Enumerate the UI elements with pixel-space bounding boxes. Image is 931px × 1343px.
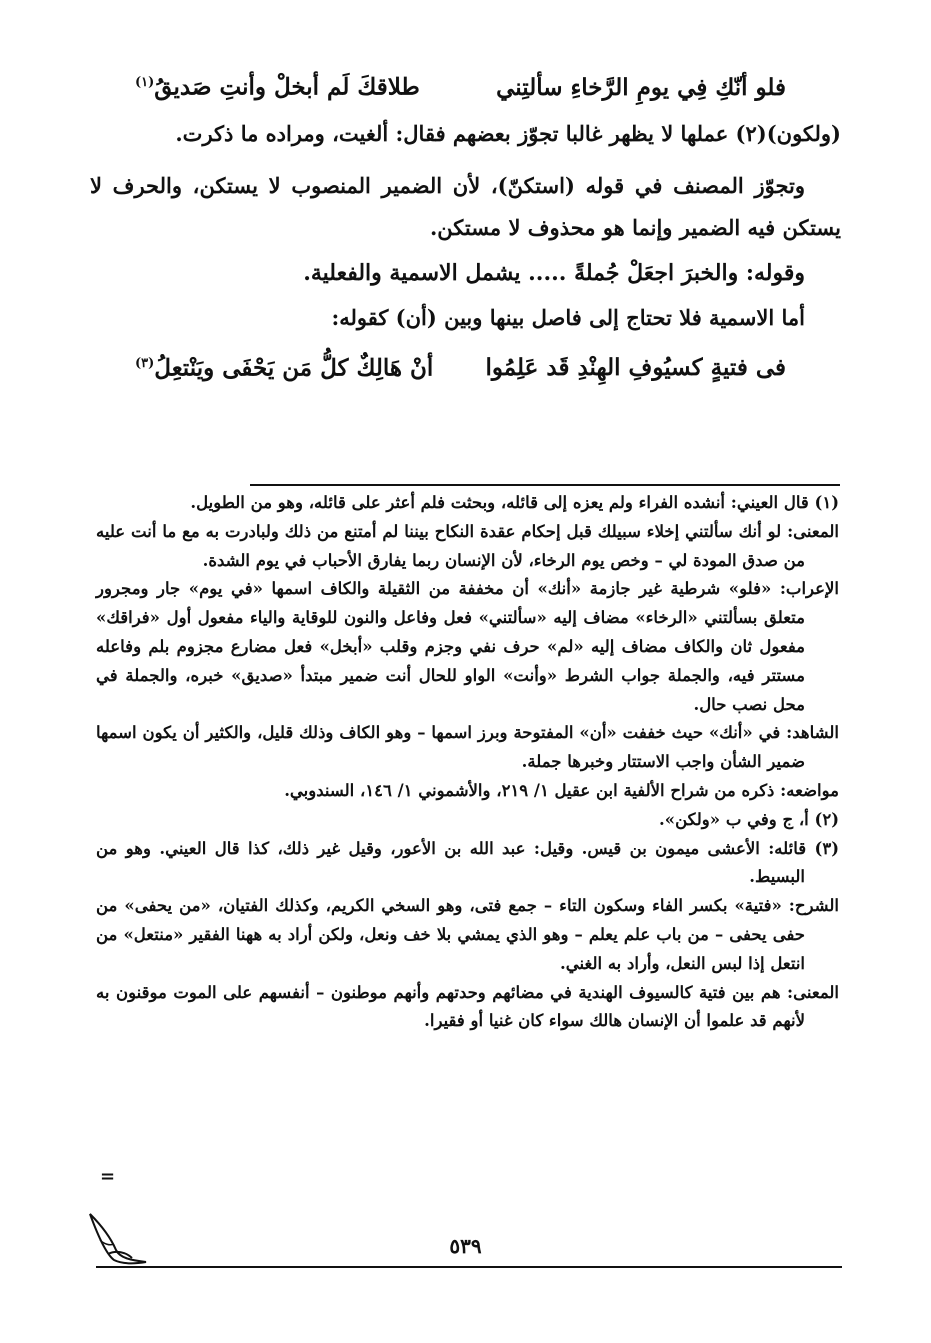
footnote-1-source: (١) قال العيني: أنشده الفراء ولم يعزه إلى قائله، وبحثت فلم أعثر على قائله، وهو من الطويل.: [190, 493, 839, 512]
footnote-3-source: (٣) قائله: الأعشى ميمون بن قيس. وقيل: عبد الله بن الأعور، وقيل غير ذلك، كذا قال العيني. وهو من البسيط.: [96, 838, 839, 887]
footnote-separator: [250, 484, 840, 486]
bottom-rule: [96, 1266, 842, 1268]
footnote-1-evidence: الشاهد: في «أنك» حيث خففت «أن» المفتوحة وبرز اسمها – وهو الكاف وذلك قليل، والكثير أن يكون اسمها ضمير الشأن واجب الاستتار وخبرها جملة.: [96, 723, 839, 772]
footnote-ref-3: (٣): [135, 355, 155, 371]
footnote-2: (٢) أ، ج وفي ب «ولكن».: [659, 809, 839, 829]
footnote-ref-1: (١): [135, 75, 155, 90]
verse-1-second-hemistich: طلاقكَ لَم أبخلْ وأنتِ صَديقُ$^{(١)}$: [135, 73, 420, 101]
footnote-1-parsing: الإعراب: «فلو» شرطية غير جازمة «أنك» أن مخففة من الثقيلة والكاف اسمها «في يوم» جار ومجرور متعلق بسألتني «الرخاء» مضاف إليه «سألتني» فعل وفاعل والنون للوقاية والياء مفعول أول «فراقك» مفعول ثان والكاف مضاف إليه «لم» حرف نفي وجزم وقلب «أبخل» فعل مضارع مجزوم بلم وفاعله مستتر فيه، والجملة جواب الشرط «وأنت» الواو للحال أنت ضمير مبتدأ «صديق» خبره، والجملة في محل نصب حال.: [96, 579, 839, 714]
page-number: ٥٣٩: [449, 1234, 482, 1258]
paragraph-3: وقوله: والخبرَ اجعَلْ جُملةً ..... يشمل الاسمية والفعلية.: [303, 259, 805, 286]
footnote-3-explanation: الشرح: «فتية» بكسر الفاء وسكون التاء – جمع فتى، وهو السخي الكريم، وكذلك الفتيان، «من يحفى» من حفى يحفى – من باب علم يعلم – وهو الذي يمشي بلا خف ونعل، ولكن أراد به ههنا الفقير «منتعل» من انتعل إذا لبس النعل، وأراد به الغني.: [96, 896, 839, 973]
footnote-1-locations: مواضعه: ذكره من شراح الألفية ابن عقيل ١/ ٢١٩، والأشموني ١/ ١٤٦، السندوبي.: [284, 780, 839, 800]
verse-2-first-hemistich: فى فتيةٍ كسيُوفِ الهِنْدِ قَد عَلِمُوا: [485, 354, 786, 382]
paragraph-2: وتجوّز المصنف في قوله (استكنّ)، لأن الضمير المنصوب لا يستكن، والحرف لا يستكن فيه الضمير وإنما هو محذوف لا مستكن.: [90, 172, 841, 240]
paragraph-1: (ولكون)(٢) عملها لا يظهر غالبا تجوّز بعضهم فقال: ألغيت، ومراده ما ذكرت.: [175, 120, 841, 146]
footnotes: [96, 489, 839, 1036]
footnote-3-meaning: المعنى: هم بين فتية كالسيوف الهندية في مضائهم وحدتهم وأنهم موطنون – أنفسهم على الموت موقنون به لأنهم قد علموا أن الإنسان هالك سواء كان غنيا أو فقيرا.: [96, 982, 839, 1031]
verse-2-second-hemistich: أنْ هَالِكٌ كلُّ مَن يَحْفَى ويَنْتعِلُ$^{(٣)}$: [135, 354, 434, 382]
verse-1-first-hemistich: فلو أنّكِ فِي يومِ الرَّخاءِ سألتِني: [496, 73, 786, 101]
main-text: [90, 58, 841, 393]
verse-2: [90, 339, 841, 394]
verse-1: [90, 58, 841, 113]
continuation-mark: =: [100, 1166, 116, 1187]
paragraph-4: أما الاسمية فلا تحتاج إلى فاصل بينها وبين (أن) كقوله:: [331, 304, 805, 330]
footnote-1-meaning: المعنى: لو أنك سألتني إخلاء سبيلك قبل إحكام عقدة النكاح بيننا لم أمتنع من ذلك ولبادرت به مع ما أنت عليه من صدق المودة لي – وخص يوم الرخاء، لأن الإنسان ربما يفارق الأحباب في يوم الشدة.: [96, 521, 839, 570]
